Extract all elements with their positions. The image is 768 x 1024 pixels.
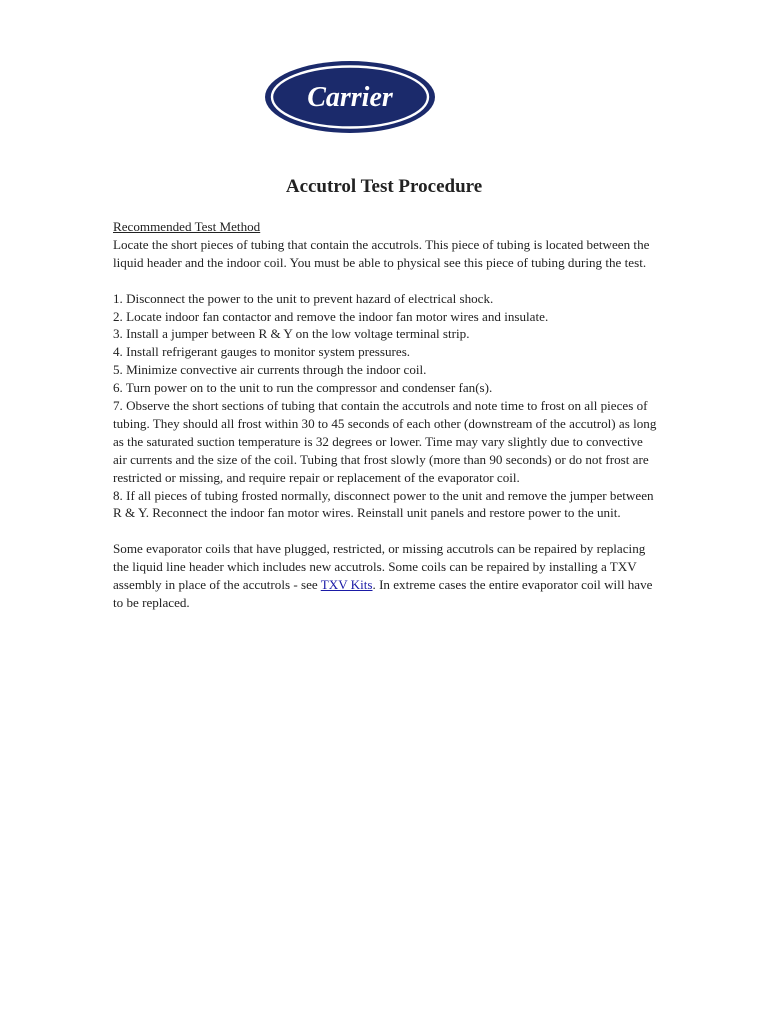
step-item: 3. Install a jumper between R & Y on the low voltage terminal strip. <box>113 326 470 342</box>
step-item: 7. Observe the short sections of tubing that contain the accutrols and note time to frost on all pieces of tubing. They should all frost within 30 to 45 seconds of each other (downstream of the accutrol) as long as the saturated suction temperature is 32 degrees or lower. Time may vary slightly due to convective air currents and the size of the coil. Tubing that frost slowly (more than 90 seconds) or do not frost are restricted or missing, and require repair or replacement of the evaporator coil. <box>113 398 657 485</box>
step-item: 2. Locate indoor fan contactor and remove the indoor fan motor wires and insulate. <box>113 308 549 324</box>
paragraph-gap <box>113 272 658 290</box>
section-subheading: Recommended Test Method <box>113 219 261 234</box>
page-title: Accutrol Test Procedure <box>285 176 483 197</box>
step-item: 6. Turn power on to the unit to run the compressor and condenser fan(s). <box>113 380 493 396</box>
document-body <box>113 218 658 612</box>
txv-kits-link[interactable]: TXV Kits <box>320 577 373 593</box>
carrier-logo <box>264 60 436 134</box>
closing-text-after-link: . In extreme cases the entire evaporator coil will have to be replaced. <box>113 577 653 610</box>
step-item: 4. Install refrigerant gauges to monitor system pressures. <box>113 344 411 360</box>
intro-paragraph: Locate the short pieces of tubing that contain the accutrols. This piece of tubing is located between the liquid header and the indoor coil. You must be able to physical see this piece of tubing during the test. <box>113 236 650 270</box>
step-item: 8. If all pieces of tubing frosted normally, disconnect power to the unit and remove the jumper between R & Y. Reconnect the indoor fan motor wires. Reinstall unit panels and restore power to the unit. <box>113 487 654 521</box>
step-item: 5. Minimize convective air currents through the indoor coil. <box>113 362 427 378</box>
paragraph-gap <box>113 522 658 540</box>
logo-wordmark: Carrier <box>307 82 393 113</box>
closing-text-before-link: Some evaporator coils that have plugged, restricted, or missing accutrols can be repaired by replacing the liquid line header which includes new accutrols. Some coils can be repaired by installing a TXV assembly in place of the accutrols - see <box>113 541 646 593</box>
closing-paragraph <box>113 540 658 612</box>
step-item: 1. Disconnect the power to the unit to prevent hazard of electrical shock. <box>113 290 494 306</box>
